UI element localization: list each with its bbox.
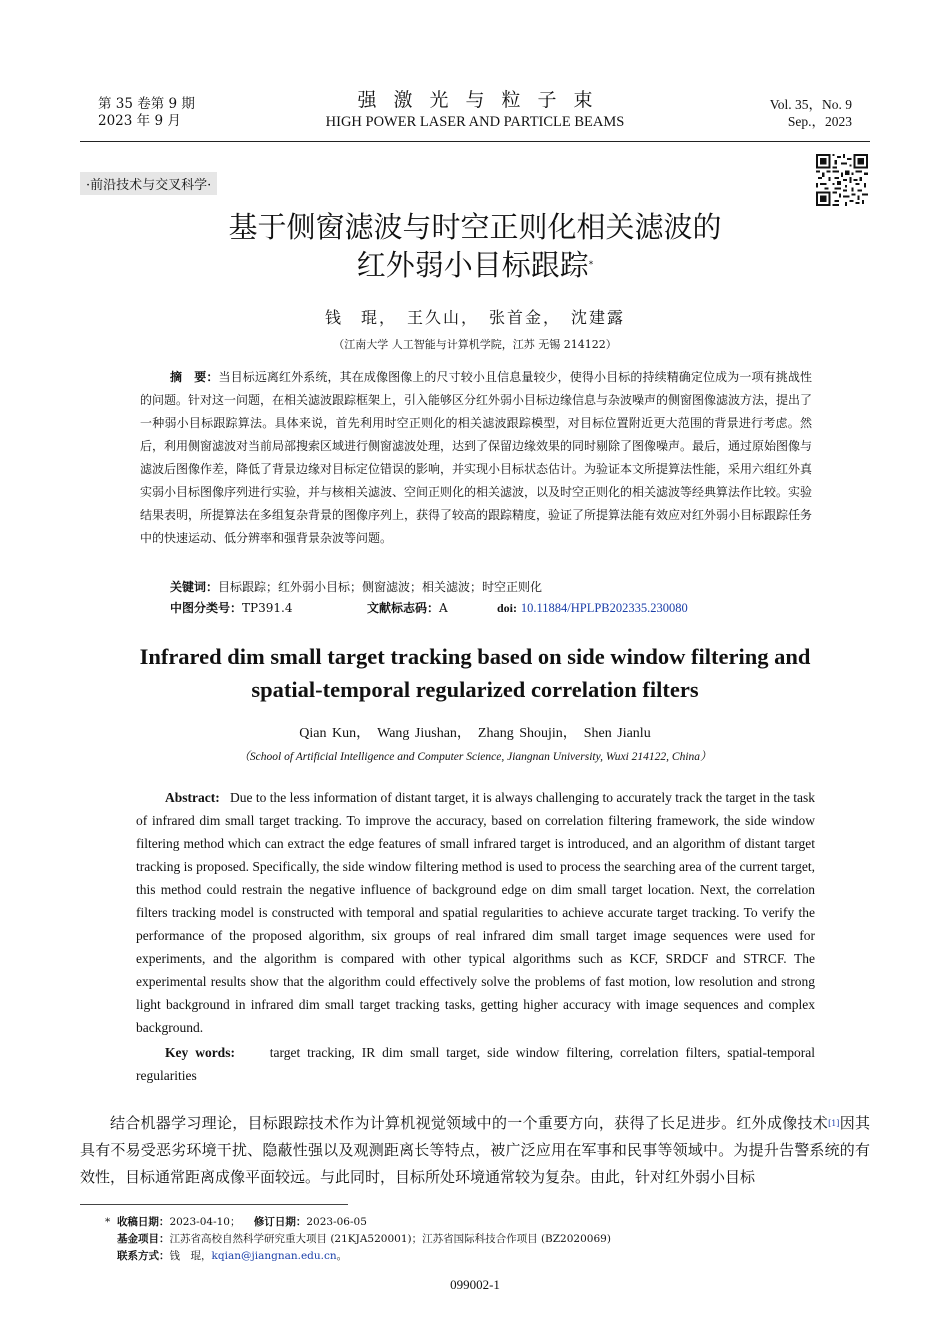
header-volume-cn (98, 96, 195, 130)
affiliation-en: （School of Artificial Intelligence and Computer Science, Jiangnan University, Wuxi 214122, China） (238, 751, 712, 763)
contact-email[interactable]: kqian@jiangnan.edu.cn (211, 1250, 337, 1262)
clc-value: TP391.4 (242, 601, 293, 615)
abstract-en-text: Due to the less information of distant target, it is always challenging to accurately track the target in the task of infrared dim small target tracking. To improve the accuracy, based on correlation filtering framework, the side window filtering method which can extract the edge features of small infrared target is introduced, and an algorithm of distant target tracking is proposed. Specifically, the side window filtering method is used to process the searching area of the current target, this method could restrain the negative influence of background edge on dim small target location. Next, the correlation filters tracking model is constructed with temporal and spatial regularities to achieve accurate target tracking. To verify the performance of the proposed algorithm, six groups of real infrared dim small target image sequences were used for experiments, and the algorithm is compared with other typical algorithms such as KCF, SRDCF and STRCF. The experimental results show that the algorithm could effectively solve the problems of fast motion, low resolution and strong light background in infrared dim small target tracking tasks, getting higher accuracy with image sequences and complex background. (136, 790, 815, 1035)
revised-label: 修订日期： (253, 1216, 307, 1228)
date-cn: 2023 年 9 月 (98, 113, 181, 129)
title-en-line1: Infrared dim small target tracking based on side window filtering and (139, 644, 811, 669)
abstract-cn-label: 摘 要： (170, 370, 219, 384)
title-cn (80, 208, 870, 284)
keywords-cn-text: 目标跟踪；红外弱小目标；侧窗滤波；相关滤波；时空正则化 (218, 580, 543, 594)
title-cn-line2: 红外弱小目标跟踪 (356, 248, 589, 282)
doi-label: doi: (497, 601, 518, 615)
date-en: Sep.，2023 (787, 114, 852, 129)
revised-value: 2023-06-05 (306, 1216, 367, 1228)
title-en (80, 640, 870, 706)
keywords-en (136, 1041, 815, 1087)
volume-en: Vol. 35，No. 9 (769, 97, 852, 112)
doi-link[interactable]: 10.11884/HPLPB202335.230080 (520, 601, 688, 615)
header-volume-en (770, 96, 852, 130)
keywords-cn-label: 关键词： (170, 580, 219, 594)
abstract-cn-text: 当目标远离红外系统，其在成像图像上的尺寸较小且信息量较少，使得小目标的持续精确定位成为一项有挑战性的问题。针对这一问题，在相关滤波跟踪框架上，引入能够区分红外弱小目标边缘信息与杂波噪声的侧窗图像滤波方法，提出了一种弱小目标跟踪算法。具体来说，首先利用时空正则化的相关滤波跟踪模型，对目标位置附近更大范围的背景进行考虑。然后，利用侧窗滤波对当前局部搜索区域进行侧窗滤波处理，达到了保留边缘效果的同时剔除了图像噪声。最后，通过原始图像与滤波后图像作差，降低了背景边缘对目标定位错误的影响，并实现小目标状态估计。为验证本文所提算法性能，采用六组红外真实弱小目标图像序列进行实验，并与核相关滤波、空间正则化的相关滤波，以及时空正则化的相关滤波等经典算法作比较。实验结果表明，所提算法在多组复杂背景的图像序列上，获得了较高的跟踪精度，验证了所提算法能有效应对红外弱小目标跟踪任务中的快速运动、低分辨率和强背景杂波等问题。 (140, 370, 813, 545)
journal-name (300, 88, 650, 131)
page-number: 099002-1 (450, 1277, 500, 1292)
doc-code-value: A (439, 601, 448, 615)
abstract-en-label: Abstract: (165, 790, 220, 805)
footnote-mark: * (105, 1216, 111, 1228)
section-label: ·前沿技术与交叉科学· (80, 172, 217, 195)
classification-row (170, 598, 810, 618)
volume-cn: 第 35 卷第 9 期 (98, 96, 195, 112)
contact-name: 钱 琨， (169, 1250, 212, 1262)
keywords-cn (170, 577, 542, 597)
keywords-en-text: target tracking, IR dim small target, side window filtering, correlation filters, spatial-temporal regularities (136, 1045, 815, 1083)
journal-name-cn: 强激光与粒子束 (357, 89, 610, 111)
authors-en: Qian Kun， Wang Jiushan， Zhang Shoujin， Shen Jianlu (299, 726, 651, 741)
body-paragraph (80, 1110, 870, 1191)
abstract-cn (140, 366, 812, 550)
doc-code-label: 文献标志码： (367, 601, 440, 615)
affiliation-cn: （江南大学 人工智能与计算机学院，江苏 无锡 214122） (333, 338, 617, 351)
body-text-part1: 结合机器学习理论，目标跟踪技术作为计算机视觉领域中的一个重要方向，获得了长足进步。红外成像技术 (110, 1114, 829, 1132)
qr-code-icon (816, 154, 868, 206)
fund-label: 基金项目： (117, 1233, 170, 1245)
abstract-en (136, 786, 815, 1039)
contact-label: 联系方式： (117, 1250, 170, 1262)
clc-label: 中图分类号： (170, 601, 243, 615)
body-text-part2: 因其具有不易受恶劣环境干扰、隐蔽性强以及观测距离长等特点，被广泛应用在军事和民事等领域中。为提升告警系统的有效性，目标通常距离成像平面较远。与此同时，目标所处环境通常较为复杂。由此，针对红外弱小目标 (80, 1114, 870, 1186)
citation-ref[interactable]: [1] (828, 1119, 840, 1128)
journal-name-en: HIGH POWER LASER AND PARTICLE BEAMS (325, 114, 625, 130)
received-label: 收稿日期： (116, 1216, 170, 1228)
keywords-en-label: Key words: (165, 1045, 235, 1060)
contact-end: 。 (336, 1250, 348, 1262)
received-value: 2023-04-10； (169, 1216, 241, 1228)
footnote (105, 1214, 611, 1265)
header-divider (80, 141, 870, 142)
title-cn-line1: 基于侧窗滤波与时空正则化相关滤波的 (228, 210, 722, 244)
title-footnote-mark: * (588, 260, 594, 270)
title-en-line2: spatial-temporal regularized correlation filters (251, 677, 699, 702)
footnote-divider (80, 1204, 348, 1205)
fund-value: 江苏省高校自然科学研究重大项目 (21KJA520001)；江苏省国际科技合作项目 (BZ2020069) (169, 1233, 611, 1245)
authors-cn: 钱 琨， 王久山， 张首金， 沈建露 (324, 308, 625, 327)
